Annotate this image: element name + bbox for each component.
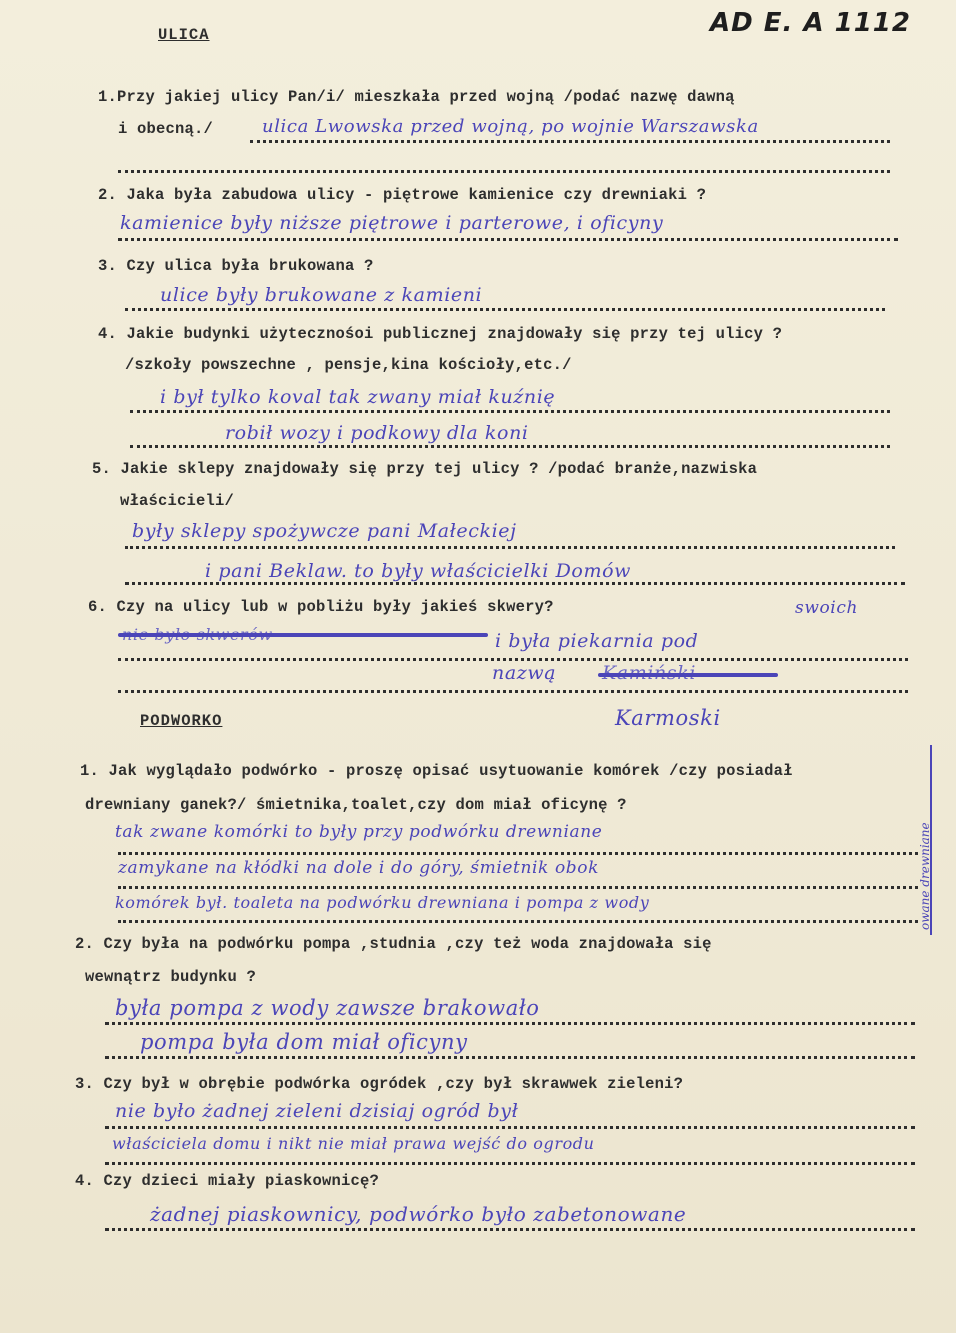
question-podworko-3: 3. Czy był w obrębie podwórka ogródek ,czy był skrawwek zieleni? <box>75 1075 684 1093</box>
answer-podworko-2: była pompa z wody zawsze brakowało <box>115 996 540 1020</box>
answer-ulica-4: i był tylko koval tak zwany miał kuźnię <box>160 386 556 408</box>
answer-line <box>118 886 918 889</box>
question-ulica-5: 5. Jakie sklepy znajdowały się przy tej ulicy ? /podać branże,nazwiska <box>92 460 758 478</box>
question-ulica-1-cont: i obecną./ <box>118 120 214 138</box>
answer-line <box>105 1228 915 1231</box>
archive-reference-number: AD E. A 1112 <box>710 8 911 38</box>
answer-ulica-5-cont2: swoich <box>795 598 859 618</box>
answer-ulica-6-cont: nazwą <box>492 662 557 684</box>
answer-line <box>105 1126 915 1129</box>
answer-podworko-3: nie było żadnej zieleni dzisiaj ogród był <box>115 1100 519 1122</box>
answer-line <box>118 920 918 923</box>
answer-podworko-4: żadnej piaskownicy, podwórko było zabetonowane <box>150 1202 687 1226</box>
answer-podworko-1-cont: zamykane na kłódki na dole i do góry, śmietnik obok <box>118 858 600 878</box>
question-ulica-3: 3. Czy ulica była brukowana ? <box>98 257 374 275</box>
answer-line <box>130 410 890 413</box>
question-ulica-5-cont: właścicieli/ <box>120 492 235 510</box>
answer-podworko-2-cont: pompa była dom miał oficyny <box>140 1030 468 1054</box>
question-podworko-4: 4. Czy dzieci miały piaskownicę? <box>75 1172 380 1190</box>
answer-ulica-4-cont: robił wozy i podkowy dla koni <box>225 422 529 444</box>
section-heading-ulica: ULICA <box>158 26 210 44</box>
answer-ulica-5-cont: i pani Beklaw. to były właścicielki Domów <box>205 560 631 582</box>
answer-line <box>125 582 905 585</box>
answer-podworko-1-margin: owane drewniane <box>918 822 932 930</box>
question-ulica-4: 4. Jakie budynki użytecznośoi publicznej znajdowały się przy tej ulicy ? <box>98 325 783 343</box>
question-podworko-2: 2. Czy była na podwórku pompa ,studnia ,czy też woda znajdowała się <box>75 935 712 953</box>
answer-ulica-3: ulice były brukowane z kamieni <box>160 284 483 306</box>
question-ulica-6: 6. Czy na ulicy lub w pobliżu były jakieś skwery? <box>88 598 554 616</box>
answer-line <box>105 1022 915 1025</box>
answer-line <box>118 170 890 173</box>
question-podworko-1: 1. Jak wyglądało podwórko - proszę opisać usytuowanie komórek /czy posiadał <box>80 762 793 780</box>
question-ulica-4-cont: /szkoły powszechne , pensje,kina kościoły,etc./ <box>125 356 572 374</box>
answer-line <box>118 690 908 693</box>
answer-line <box>105 1162 915 1165</box>
question-podworko-1-cont: drewniany ganek?/ śmietnika,toalet,czy dom miał oficynę ? <box>85 796 627 814</box>
section-heading-podworko: PODWORKO <box>140 712 223 730</box>
answer-podworko-1-cont2: komórek był. toaleta na podwórku drewniana i pompa z wody <box>115 893 650 912</box>
answer-ulica-6-cont2: Karmoski <box>615 706 721 730</box>
question-podworko-2-cont: wewnątrz budynku ? <box>85 968 257 986</box>
answer-ulica-2: kamienice były niższe piętrowe i parterowe, i oficyny <box>120 212 664 234</box>
answer-podworko-3-cont: właściciela domu i nikt nie miał prawa wejść do ogrodu <box>112 1134 595 1153</box>
answer-line <box>125 308 885 311</box>
answer-ulica-1: ulica Lwowska przed wojną, po wojnie Warszawska <box>262 116 759 137</box>
answer-line <box>250 140 890 143</box>
answer-line <box>118 658 908 661</box>
question-ulica-1: 1.Przy jakiej ulicy Pan/i/ mieszkała przed wojną /podać nazwę dawną <box>98 88 735 106</box>
answer-line <box>118 852 918 855</box>
answer-line <box>130 445 890 448</box>
answer-podworko-1: tak zwane komórki to były przy podwórku drewniane <box>115 822 603 842</box>
answer-line <box>118 238 898 241</box>
question-ulica-2: 2. Jaka była zabudowa ulicy - piętrowe kamienice czy drewniaki ? <box>98 186 707 204</box>
answer-line <box>125 546 895 549</box>
strikethrough <box>598 673 778 677</box>
strikethrough <box>118 633 488 637</box>
answer-line <box>105 1056 915 1059</box>
answer-ulica-6: i była piekarnia pod <box>495 630 699 652</box>
answer-ulica-5: były sklepy spożywcze pani Małeckiej <box>132 520 517 542</box>
